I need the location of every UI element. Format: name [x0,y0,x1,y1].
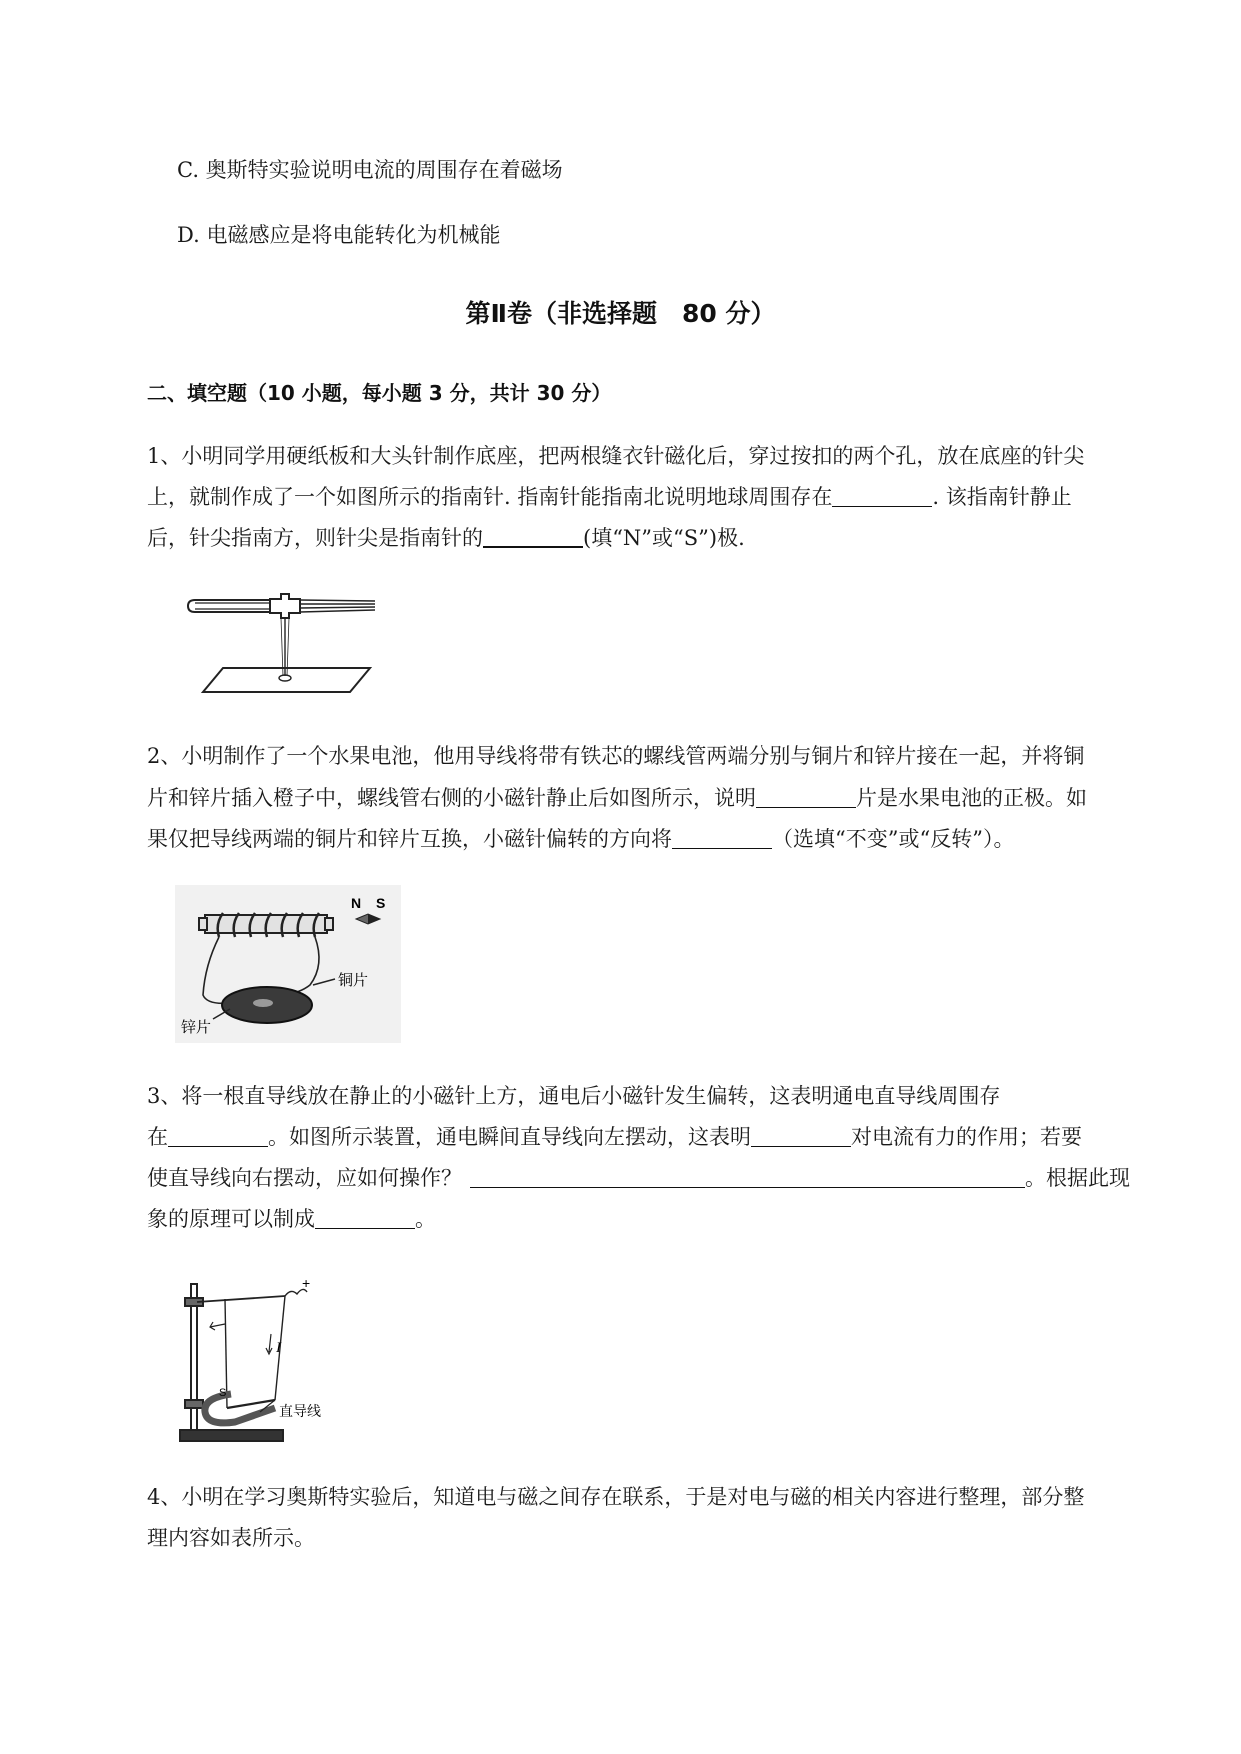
q1-line-3 [147,525,745,551]
q2-line-2 [147,785,1087,811]
fruit-battery-figure [175,885,401,1043]
q2-blank-2[interactable] [672,828,772,849]
q3-text: 。根据此现 [1025,1166,1130,1190]
q1-blank-2[interactable] [483,526,583,548]
q1-line-1: 1、小明同学用硬纸板和大头针制作底座，把两根缝衣针磁化后，穿过按扣的两个孔，放在底座的针尖 [147,444,1085,468]
q3-blank-2[interactable] [751,1126,851,1147]
figure-label-copper: 铜片 [338,971,369,989]
q2-line-3 [147,826,1014,852]
q1-text: 后，针尖指南方，则针尖是指南针的 [147,526,483,550]
q1-blank-1[interactable] [832,486,932,507]
q3-blank-3[interactable] [470,1167,1025,1188]
q4-line-2: 理内容如表所示。 [147,1526,315,1550]
q3-line-4 [147,1206,436,1232]
q3-text: 。 [415,1207,436,1231]
q3-blank-4[interactable] [315,1208,415,1229]
q4-line-1: 4、小明在学习奥斯特实验后，知道电与磁之间存在联系，于是对电与磁的相关内容进行整理，部分整 [147,1485,1085,1509]
compass-needle-figure [185,590,385,700]
q1-text: (填“N”或“S”)极. [583,526,745,550]
q2-text: 片和锌片插入橙子中，螺线管右侧的小磁针静止后如图所示，说明 [147,786,756,810]
q2-text: 片是水果电池的正极。如 [856,786,1087,810]
figure-label-s: S [219,1387,227,1399]
q3-line-2 [147,1124,1082,1150]
option-c: C. 奥斯特实验说明电流的周围存在着磁场 [177,158,563,182]
q3-line-3 [147,1165,1130,1191]
figure-label-zinc: 锌片 [181,1018,212,1036]
q2-line-1: 2、小明制作了一个水果电池，他用导线将带有铁芯的螺线管两端分别与铜片和锌片接在一起，并将铜 [147,744,1085,768]
q1-line-2 [147,484,1072,510]
q3-blank-1[interactable] [168,1126,268,1147]
q3-text: 象的原理可以制成 [147,1207,315,1231]
q3-line-1: 3、将一根直导线放在静止的小磁针上方，通电后小磁针发生偏转，这表明通电直导线周围存 [147,1084,1001,1108]
figure-label-s: S [376,895,386,911]
q2-blank-1[interactable] [756,787,856,808]
figure-label-wire: 直导线 [279,1404,321,1420]
part-header: 二、填空题（10 小题，每小题 3 分，共计 30 分） [147,381,612,405]
q3-text: 对电流有力的作用；若要 [851,1125,1082,1149]
q3-text: 在 [147,1125,168,1149]
q3-text: 。如图所示装置，通电瞬间直导线向左摆动，这表明 [268,1125,751,1149]
q1-text: . 该指南针静止 [932,485,1072,509]
q3-text: 使直导线向右摆动，应如何操作？ [147,1166,462,1190]
section-title: 第Ⅱ卷（非选择题 80 分） [465,299,776,328]
q2-text: （选填“不变”或“反转”）。 [772,827,1015,851]
option-d: D. 电磁感应是将电能转化为机械能 [177,223,501,247]
figure-label-current: I [276,1340,281,1356]
q1-text: 上，就制作成了一个如图所示的指南针. 指南针能指南北说明地球周围存在 [147,485,833,509]
figure-label-n: N [351,895,362,911]
wire-magnet-figure [175,1272,335,1447]
figure-label-plus: + [302,1275,311,1291]
q2-text: 果仅把导线两端的铜片和锌片互换，小磁针偏转的方向将 [147,827,672,851]
